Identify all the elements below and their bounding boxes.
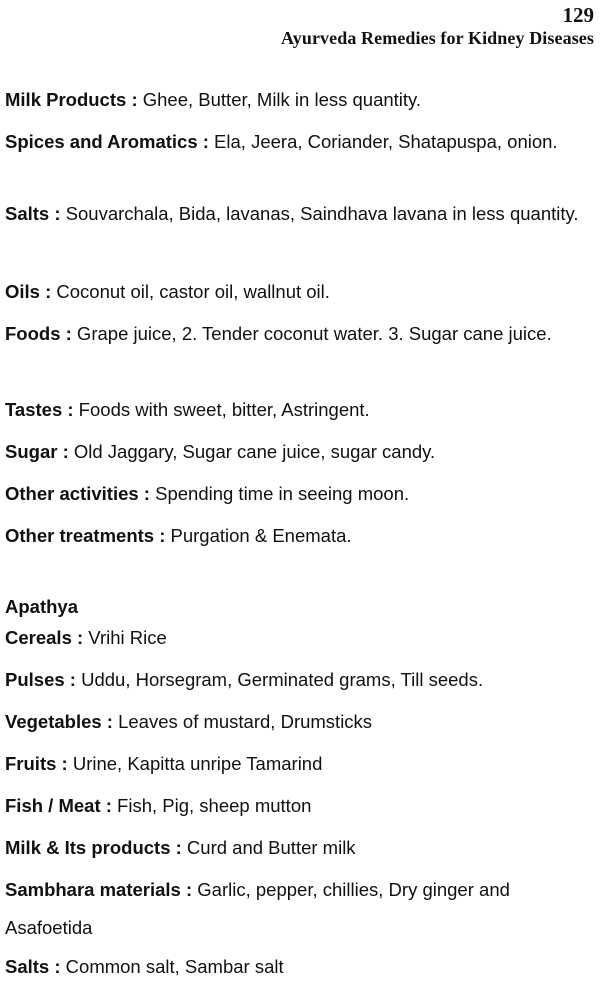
item-text: Ela, Jeera, Coriander, Shatapuspa, onion. [208,131,558,152]
item-term: Fish / Meat : [5,795,112,816]
item-text: Curd and Butter milk [181,837,356,858]
item-term: Foods : [5,323,72,344]
list-item [5,81,597,119]
item-term: Milk & Its products : [5,837,182,858]
item-term: Milk Products : [5,89,138,110]
item-text: Purgation & Enemata. [165,525,352,546]
list-item [5,871,597,947]
running-head: Ayurveda Remedies for Kidney Diseases [280,28,594,48]
item-text: Vrihi Rice [83,627,167,648]
item-term: Tastes : [5,399,74,420]
item-term: Sambhara materials : [5,879,193,900]
item-text: Grape juice, 2. Tender coconut water. 3. Sugar cane juice. [71,323,552,344]
list-item [5,123,597,161]
item-text: Uddu, Horsegram, Germinated grams, Till seeds. [75,669,484,690]
item-text: Urine, Kapitta unripe Tamarind [67,753,323,774]
list-item [5,273,597,311]
list-item [5,475,597,513]
list-item [5,517,597,555]
item-text: Fish, Pig, sheep mutton [111,795,312,816]
list-item [5,661,597,699]
item-text: Souvarchala, Bida, lavanas, Saindhava lavana in less quantity. [60,203,579,224]
item-term: Sugar : [5,441,69,462]
item-text: Ghee, Butter, Milk in less quantity. [137,89,422,110]
item-text: Common salt, Sambar salt [60,956,284,977]
item-text: Leaves of mustard, Drumsticks [112,711,373,732]
list-item [5,315,597,353]
item-text: Garlic, pepper, chillies, Dry ginger and Asafoetida [5,879,510,938]
list-item [5,391,597,429]
item-term: Fruits : [5,753,68,774]
item-term: Salts : [5,956,61,977]
item-term: Other activities : [5,483,150,504]
item-term: Spices and Aromatics : [5,131,209,152]
list-item [5,829,597,867]
item-text: Foods with sweet, bitter, Astringent. [73,399,370,420]
page-number: 129 [562,3,594,27]
item-term: Pulses : [5,669,76,690]
list-item [5,948,597,986]
list-item [5,703,597,741]
section-heading-apathya: Apathya [5,596,78,617]
item-text: Coconut oil, castor oil, wallnut oil. [51,281,330,302]
item-text: Spending time in seeing moon. [149,483,410,504]
item-term: Salts : [5,203,61,224]
item-term: Other treatments : [5,525,166,546]
item-term: Vegetables : [5,711,113,732]
item-term: Oils : [5,281,52,302]
list-item [5,787,597,825]
item-text: Old Jaggary, Sugar cane juice, sugar candy. [68,441,436,462]
list-item [5,195,597,233]
list-item [5,433,597,471]
list-item [5,745,597,783]
item-term: Cereals : [5,627,84,648]
list-item [5,619,597,657]
